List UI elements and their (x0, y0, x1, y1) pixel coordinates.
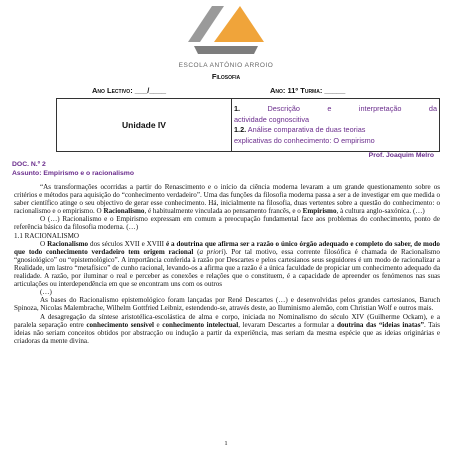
logo-base-band (194, 46, 258, 54)
paragraph-1: “As transformações ocorridas a partir do Renascimento e o início da ciência moderna levaram a um grande questionamento sobre os critérios e métodos para aquisição do “conhecimento verdadeiro”. Uma das funções da filosofia moderna passa a ser a de investigar em que medida o saber científico atinge o seu objectivo de gerar esse conhecimento. Há, inicialmente na filosofia, duas vertentes sobre a questão do conhecimento: o racionalismo e o empirismo. O Racionalismo, é habitualmente vinculada ao pensamento francês, e o Empirismo, à cultura anglo-saxónica. (…) (14, 183, 440, 216)
unit-title: Unidade IV (57, 99, 232, 152)
school-name: ESCOLA ANTÓNIO ARROIO (178, 62, 274, 69)
author: Prof. Joaquim Melro (368, 152, 434, 159)
subject-line: Assunto: Empirismo e o racionalismo (12, 170, 134, 177)
doc-number: DOC. N.º 2 (12, 161, 46, 168)
subject-title: Filosofia (211, 72, 241, 81)
school-logo (184, 2, 268, 60)
topic-1-line-1: 1. Descrição e interpretação da (234, 104, 438, 113)
page-number: 1 (224, 440, 228, 447)
unit-box (56, 98, 440, 152)
topic-2-line-2: explicativas do conhecimento: O empirismo (234, 135, 375, 145)
topic-1-line-2: actividade cognoscitiva (234, 114, 310, 124)
section-heading: 1.1 RACIONALISMO (14, 231, 80, 240)
unit-topics (232, 99, 440, 152)
paragraph-2: O (…) Racionalismo e o Empirismo expressam em comum a preocupação fundamental face aos problemas do conhecimento, ponto de referência básico da filosofia moderna. (…) (14, 215, 440, 232)
paragraph-3-ellipsis: (…) (40, 288, 52, 297)
paragraph-3: O Racionalismo dos séculos XVII e XVIII é a doutrina que afirma ser a razão o único órgão adequado e completo do saber, de modo que todo conhecimento verdadeiro tem origem racional (a priori). Por tal motivo, essa corrente filosófica é chamada de Racionalismo “gnosiológico” ou “epistemológico”. A importância conferida à razão por Descartes e pelos cartesianos seus seguidores é um modo de racionalizar a Realidade, um lastro “metafísico” de cunho racional, levando-os a afirma que a razão é a única faculdade de propiciar um conhecimento adequado da realidade. A razão, por iluminar o real e perceber as conexões e relações que o constituem, é a capacidade de apreender os fenómenos nas suas articulações ou interdependência em que se encontram uns com os outros (14, 239, 440, 289)
class-label: Ano: 11º Turma: _____ (270, 86, 346, 95)
paragraph-4: As bases do Racionalismo epistemológico foram lançadas por René Descartes (…) e desenvolvidas pelos grandes cartesianos, Baruch Spinoza, Nicolas Malembrache, Wilhelm Gottfried Leibniz, estendendo-se, através deste, ao Iluminismo alemão, com Christian Wolf e outros mais. (14, 296, 440, 313)
document-body (14, 183, 440, 345)
paragraph-5: A desagregação da síntese aristotélica-escolástica de alma e corpo, iniciada no Nominalismo do século XIV (Guilherme Ockam), e a paralela separação entre conhecimento sensível e conhecimento intelectual, levaram Descartes a formular a doutrina das “ideias inatas”. Tais ideias não seriam conceitos obtidos por abstracção ou indução a partir da experiência, mas seriam da mesma espécie que as ideias originárias e criadoras da mente divina. (14, 312, 440, 345)
logo-right-triangle (214, 6, 264, 42)
topic-2-line-1: 1.2. Análise comparativa de duas teorias (234, 125, 366, 134)
year-label: Ano Lectivo: ___/____ (92, 86, 167, 95)
